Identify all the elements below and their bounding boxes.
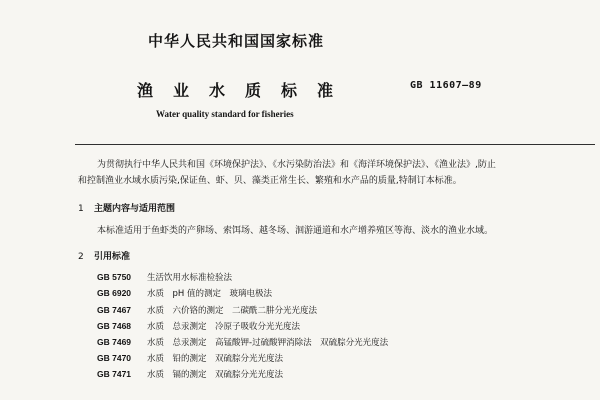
reference-row	[97, 287, 272, 299]
reference-code: GB 6920	[97, 288, 132, 298]
reference-row	[97, 320, 300, 332]
reference-text: 水质 铅的测定 双硫腙分光光度法	[147, 354, 284, 364]
section-number: 2	[78, 252, 84, 262]
reference-row	[97, 336, 388, 348]
reference-code: GB 5750	[97, 272, 132, 282]
reference-text: 水质 pH 值的测定 玻璃电极法	[147, 289, 272, 299]
english-subtitle: Water quality standard for fisheries	[156, 109, 294, 119]
reference-text: 生活饮用水标准检验法	[147, 273, 233, 283]
section-1-text: 本标准适用于鱼虾类的产卵场、索饵场、越冬场、洄游通道和水产增养殖区等海、淡水的渔业水域。	[97, 226, 494, 236]
reference-code: GB 7470	[97, 353, 132, 363]
reference-code: GB 7469	[97, 337, 132, 347]
standard-code: GB 11607—89	[410, 80, 482, 91]
reference-text: 水质 镉的测定 双硫腙分光光度法	[147, 370, 284, 380]
reference-code: GB 7467	[97, 305, 132, 315]
preface-line-2: 和控制渔业水域水质污染,保证鱼、虾、贝、藻类正常生长、繁殖和水产品的质量,特制订本标准。	[78, 176, 462, 186]
reference-code: GB 7471	[97, 369, 132, 379]
reference-text: 水质 总汞测定 高锰酸钾-过硫酸钾消除法 双硫腙分光光度法	[147, 338, 389, 348]
reference-code: GB 7468	[97, 321, 132, 331]
section-2-heading	[78, 249, 130, 262]
section-title: 主题内容与适用范围	[94, 204, 176, 214]
reference-text: 水质 六价铬的测定 二碳酰二肼分光光度法	[147, 306, 318, 316]
reference-row	[97, 352, 283, 364]
section-title: 引用标准	[94, 252, 131, 262]
reference-row	[97, 304, 317, 316]
section-number: 1	[78, 204, 84, 214]
national-standard-heading: 中华人民共和国国家标准	[148, 32, 325, 50]
section-1-heading	[78, 201, 175, 214]
standard-title: 渔业水质标准	[137, 81, 354, 100]
reference-text: 水质 总汞测定 冷原子吸收分光光度法	[147, 322, 301, 332]
preface-line-1: 为贯彻执行中华人民共和国《环境保护法》、《水污染防治法》和《海洋环境保护法》、《渔业法》,防止	[97, 160, 496, 170]
reference-row	[97, 368, 283, 380]
header-divider	[75, 144, 595, 145]
reference-row	[97, 271, 232, 283]
